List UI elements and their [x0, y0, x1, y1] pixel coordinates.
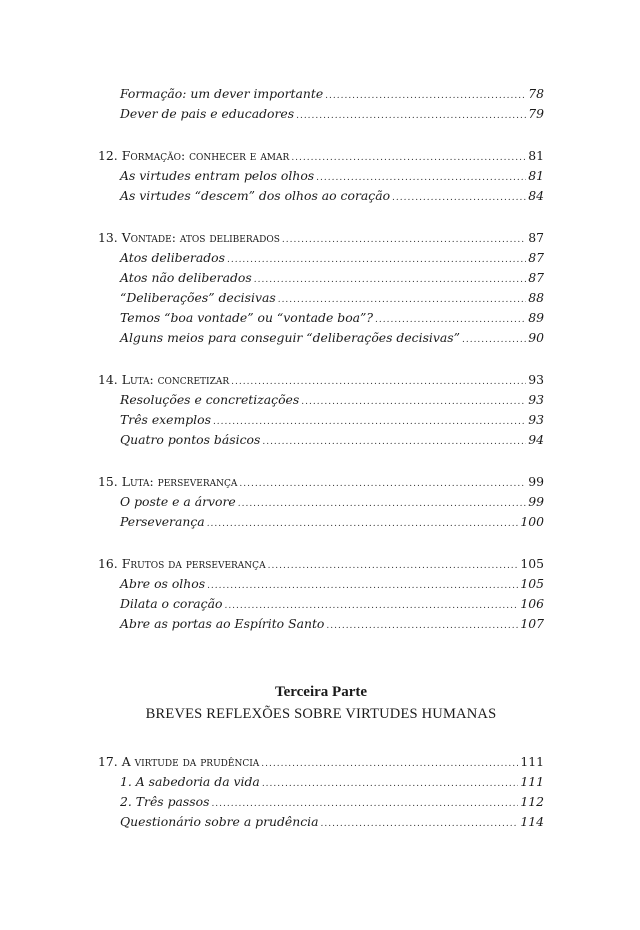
- toc-entry-title: Dilata o coração: [120, 596, 223, 611]
- leader-dots: [375, 310, 526, 330]
- toc-entry-page: 84: [528, 188, 544, 203]
- leader-dots: [239, 474, 526, 494]
- toc-entry-title: Três exemplos: [120, 412, 211, 427]
- toc-entry-page: 88: [528, 290, 544, 305]
- leader-dots: [321, 814, 519, 834]
- chapter-title-rest: rutos da perseverança: [130, 556, 266, 571]
- chapter-title-lead: F: [121, 556, 131, 571]
- toc-entry-title: Abre as portas ao Espírito Santo: [120, 616, 325, 631]
- leader-dots: [261, 754, 518, 774]
- toc-entry-page: 94: [528, 432, 544, 447]
- chapter-title-rest: uta: concretizar: [129, 372, 230, 387]
- toc-entry-title: Resoluções e concretizações: [120, 392, 300, 407]
- toc-entry-page: 87: [528, 250, 544, 265]
- part-title: Terceira Parte: [274, 684, 368, 700]
- toc-chapter-17: [98, 752, 544, 772]
- toc-entry: [98, 288, 544, 308]
- chapter-page: 111: [520, 754, 544, 769]
- chapter-number: 16.: [98, 556, 118, 571]
- chapter-page: 87: [528, 230, 544, 245]
- toc-entry: [98, 772, 544, 792]
- leader-dots: [254, 270, 526, 290]
- toc-entry-title: O poste e a árvore: [120, 494, 236, 509]
- toc-entry: [98, 812, 544, 832]
- toc-entry-title: Abre os olhos: [120, 576, 206, 591]
- leader-dots: [326, 616, 518, 636]
- toc-entry: [98, 614, 544, 634]
- toc-entry: [98, 792, 544, 812]
- toc-entry-title: 2. Três passos: [120, 794, 210, 809]
- leader-dots: [268, 556, 519, 576]
- leader-dots: [296, 106, 526, 126]
- toc-entry-title: Atos não deliberados: [120, 270, 252, 285]
- toc-entry-title: “Deliberações” decisivas: [120, 290, 276, 305]
- toc-entry-page: 93: [528, 392, 544, 407]
- toc-entry-title: Alguns meios para conseguir “deliberações decisivas”: [120, 330, 460, 345]
- toc-entry-page: 100: [520, 514, 544, 529]
- toc-entry-title: Perseverança: [120, 514, 205, 529]
- toc-entry: [98, 84, 544, 104]
- chapter-title: [122, 370, 229, 390]
- leader-dots: [325, 86, 526, 106]
- toc-entry-title: Temos “boa vontade” ou “vontade boa”?: [120, 310, 374, 325]
- toc-entry: [98, 328, 544, 348]
- toc-entry: [98, 512, 544, 532]
- toc-chapter-16: [98, 554, 544, 574]
- toc-entry: [98, 492, 544, 512]
- toc-chapter-12: [98, 146, 544, 166]
- leader-dots: [282, 230, 526, 250]
- toc-entry-page: 114: [520, 814, 544, 829]
- toc-entry-page: 78: [528, 86, 544, 101]
- toc-entry-page: 107: [520, 616, 544, 631]
- chapter-title-lead: V: [121, 230, 131, 245]
- chapter-title-rest: uta: perseverança: [129, 474, 238, 489]
- leader-dots: [291, 148, 526, 168]
- chapter-number: 17.: [98, 754, 118, 769]
- toc-entry: [98, 166, 544, 186]
- toc-entry: [98, 308, 544, 328]
- chapter-title-rest: ontade: atos deliberados: [130, 230, 280, 245]
- toc-entry: [98, 574, 544, 594]
- chapter-title-lead: L: [121, 474, 130, 489]
- leader-dots: [262, 774, 519, 794]
- toc-entry-title: Quatro pontos básicos: [120, 432, 261, 447]
- toc-entry: [98, 594, 544, 614]
- chapter-title-lead: A: [121, 754, 131, 769]
- leader-dots: [227, 250, 526, 270]
- toc-entry: [98, 268, 544, 288]
- chapter-number: 12.: [98, 148, 118, 163]
- leader-dots: [262, 432, 526, 452]
- toc-entry-page: 79: [528, 106, 544, 121]
- leader-dots: [224, 596, 518, 616]
- toc-entry-page: 99: [528, 494, 544, 509]
- chapter-number: 13.: [98, 230, 118, 245]
- chapter-page: 93: [528, 372, 544, 387]
- chapter-number: 14.: [98, 372, 118, 387]
- toc-entry-page: 81: [528, 168, 544, 183]
- table-of-contents: [98, 84, 544, 832]
- toc-entry-title: As virtudes entram pelos olhos: [120, 168, 315, 183]
- toc-chapter-15: [98, 472, 544, 492]
- chapter-title: [122, 146, 290, 166]
- leader-dots: [301, 392, 526, 412]
- chapter-title-lead: L: [121, 372, 130, 387]
- leader-dots: [211, 794, 518, 814]
- toc-entry-page: 90: [528, 330, 544, 345]
- leader-dots: [316, 168, 526, 188]
- toc-entry-page: 106: [520, 596, 544, 611]
- leader-dots: [392, 188, 526, 208]
- toc-entry: [98, 390, 544, 410]
- leader-dots: [207, 514, 519, 534]
- toc-entry-page: 87: [528, 270, 544, 285]
- chapter-title-rest: virtude da prudência: [130, 754, 260, 769]
- leader-dots: [207, 576, 518, 596]
- toc-entry-page: 93: [528, 412, 544, 427]
- chapter-title: [122, 228, 280, 248]
- chapter-title: [122, 752, 260, 772]
- chapter-title: [122, 554, 266, 574]
- leader-dots: [231, 372, 526, 392]
- toc-entry: [98, 248, 544, 268]
- chapter-title-lead: F: [121, 148, 131, 163]
- part-heading: [98, 682, 544, 726]
- toc-entry-title: 1. A sabedoria da vida: [120, 774, 260, 789]
- chapter-title: [122, 472, 238, 492]
- part-subtitle: BREVES REFLEXÕES SOBRE VIRTUDES HUMANAS: [145, 706, 497, 722]
- toc-entry-title: Formação: um dever importante: [120, 86, 324, 101]
- leader-dots: [213, 412, 526, 432]
- toc-entry-page: 105: [520, 576, 544, 591]
- chapter-page: 99: [528, 474, 544, 489]
- chapter-title-rest: ormação: conhecer e amar: [130, 148, 290, 163]
- toc-entry-title: Dever de pais e educadores: [120, 106, 295, 121]
- chapter-page: 81: [528, 148, 544, 163]
- leader-dots: [278, 290, 527, 310]
- toc-entry-page: 89: [528, 310, 544, 325]
- toc-entry: [98, 186, 544, 206]
- toc-entry-title: As virtudes “descem” dos olhos ao coração: [120, 188, 391, 203]
- toc-entry: [98, 430, 544, 450]
- toc-entry-title: Questionário sobre a prudência: [120, 814, 319, 829]
- toc-entry-page: 111: [520, 774, 544, 789]
- toc-entry: [98, 410, 544, 430]
- leader-dots: [462, 330, 526, 350]
- toc-entry-title: Atos deliberados: [120, 250, 225, 265]
- chapter-number: 15.: [98, 474, 118, 489]
- chapter-page: 105: [520, 556, 544, 571]
- toc-chapter-14: [98, 370, 544, 390]
- toc-entry-page: 112: [520, 794, 544, 809]
- toc-chapter-13: [98, 228, 544, 248]
- toc-entry: [98, 104, 544, 124]
- leader-dots: [238, 494, 526, 514]
